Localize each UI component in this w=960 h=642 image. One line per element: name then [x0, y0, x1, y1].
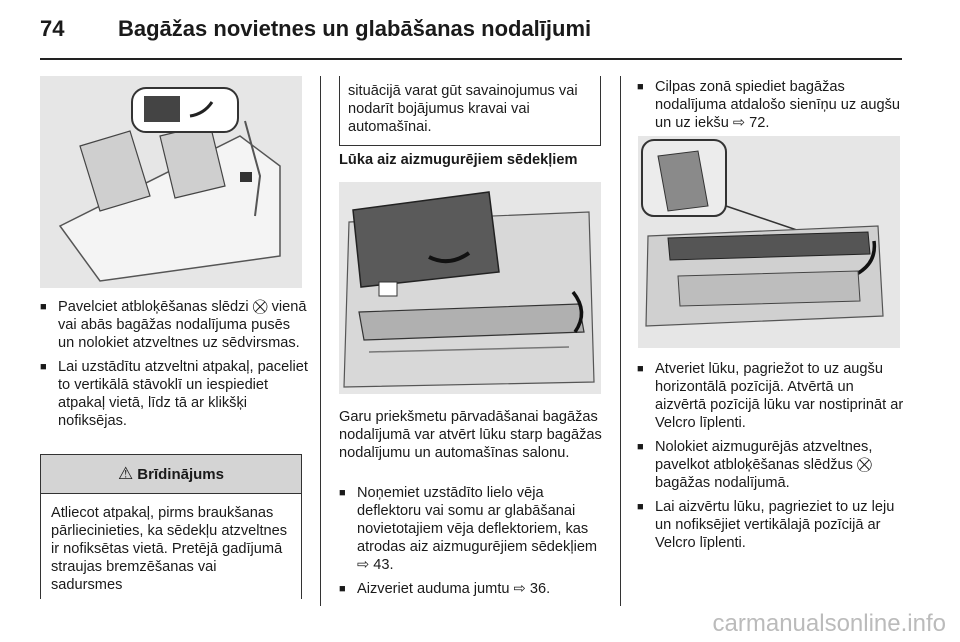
- col2-bullet-list: [339, 484, 607, 604]
- list-item: ■ Cilpas zonā spiediet bagāžas nodalījuma atdalošo sienīņu uz augšu un uz iekšu ⇨ 72.: [637, 78, 905, 132]
- warning-body: Atliecot atpakaļ, pirms braukšanas pārliecinieties, ka sēdekļu atzveltnes ir nofiksētas vietā. Pretējā gadījumā straujas bremzēšanas vai sadursmes: [51, 505, 288, 593]
- list-item: ■ Aizveriet auduma jumtu ⇨ 36.: [339, 580, 607, 598]
- list-item: ■ Nolokiet aizmugurējās atzveltnes, pavelkot atbloķēšanas slēdžus ⛒ bagāžas nodalījumā.: [637, 438, 907, 492]
- section-heading: Lūka aiz aizmugurējiem sēdekļiem: [339, 152, 578, 168]
- illustration-seat-release: [40, 76, 302, 288]
- warning-triangle-icon: ⚠: [118, 464, 134, 483]
- warning-continuation: situācijā varat gūt savainojumus vai nodarīt bojājumus kravai vai automašīnai.: [339, 76, 601, 146]
- list-item: ■ Lai aizvērtu lūku, pagrieziet to uz leju un nofiksējiet vertikālajā pozīcijā ar Velcro līplenti.: [637, 498, 907, 552]
- col3-bullet-list: [637, 360, 907, 558]
- warning-box: [40, 454, 302, 599]
- illustration-hatch: [339, 182, 601, 394]
- warning-header: [41, 455, 301, 494]
- warning-title: Brīdinājums: [137, 465, 224, 483]
- illustration-partition: [638, 136, 900, 348]
- page-number: 74: [40, 16, 65, 41]
- partition-drawing: [638, 136, 900, 348]
- list-item: ■ Atveriet lūku, pagriežot to uz augšu horizontālā pozīcijā. Atvērtā un aizvērtā pozīcijā lūku var nostiprināt ar Velcro līplenti.: [637, 360, 907, 432]
- column-divider-2: [620, 76, 621, 606]
- list-item: ■ Lai uzstādītu atzveltni atpakaļ, paceliet to vertikālā stāvoklī un iespiediet atpakaļ vietā, līdz tā ar klikšķi nofiksējas.: [40, 358, 308, 430]
- col3-top-bullet: [637, 78, 905, 138]
- col1-bullet-list: [40, 298, 308, 436]
- column-divider-1: [320, 76, 321, 606]
- hatch-paragraph: Garu priekšmetu pārvadāšanai bagāžas nodalījumā var atvērt lūku starp bagāžas nodalījumu un automašīnas salonu.: [339, 409, 602, 461]
- page-header: [0, 0, 960, 62]
- hatch-drawing: [339, 182, 601, 394]
- list-item: ■ Noņemiet uzstādīto lielo vēja deflektoru vai somu ar glabāšanai novietotajiem vēja deflektoriem, kas atrodas aiz aizmugurējiem sēdekļiem ⇨ 43.: [339, 484, 607, 574]
- seat-release-drawing: [40, 76, 302, 288]
- watermark: carmanualsonline.info: [712, 610, 946, 637]
- page-title: Bagāžas novietnes un glabāšanas nodalījumi: [118, 16, 592, 41]
- header-rule: [40, 58, 902, 60]
- list-item: ■ Pavelciet atbloķēšanas slēdzi ⛒ vienā vai abās bagāžas nodalījuma pusēs un nolokiet atzveltnes uz sēdvirsmas.: [40, 298, 308, 352]
